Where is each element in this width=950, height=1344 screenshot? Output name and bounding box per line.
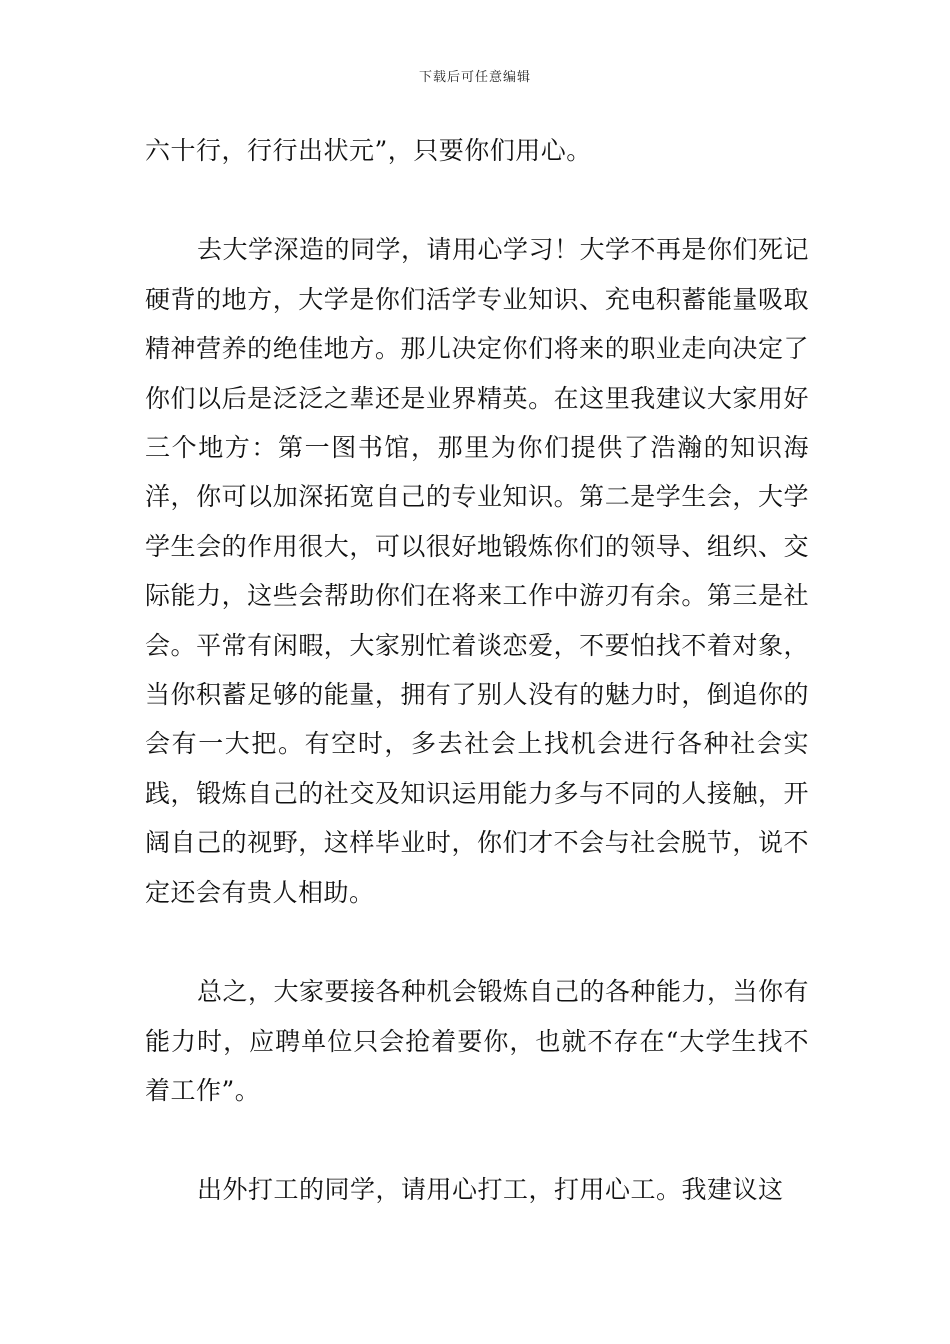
paragraph-continuation: 六十行，行行出状元”，只要你们用心。 <box>145 136 592 165</box>
paragraph-summary: 总之，大家要接各种机会锻炼自己的各种能力，当你有能力时，应聘单位只会抢着要你，也就不存在“大学生找不着工作”。 <box>145 977 810 1105</box>
paragraph-university-students: 去大学深造的同学，请用心学习！大学不再是你们死记硬背的地方，大学是你们活学专业知识、充电积蓄能量吸取精神营养的绝佳地方。那儿决定你们将来的职业走向决定了你们以后是泛泛之辈还是业界精英。在这里我建议大家用好三个地方：第一图书馆，那里为你们提供了浩瀚的知识海洋，你可以加深拓宽自己的专业知识。第二是学生会，大学学生会的作用很大，可以很好地锻炼你们的领导、组织、交际能力，这些会帮助你们在将来工作中游刃有余。第三是社会。平常有闲暇，大家别忙着谈恋爱，不要怕找不着对象，当你积蓄足够的能量，拥有了别人没有的魅力时，倒追你的会有一大把。有空时，多去社会上找机会进行各种社会实践，锻炼自己的社交及知识运用能力多与不同的人接触，开阔自己的视野，这样毕业时，你们才不会与社会脱节，说不定还会有贵人相助。 <box>145 235 810 907</box>
page-header-note: 下载后可任意编辑 <box>418 70 531 85</box>
document-body <box>145 126 809 1215</box>
paragraph-workers: 出外打工的同学，请用心打工，打用心工。我建议这 <box>197 1175 784 1205</box>
